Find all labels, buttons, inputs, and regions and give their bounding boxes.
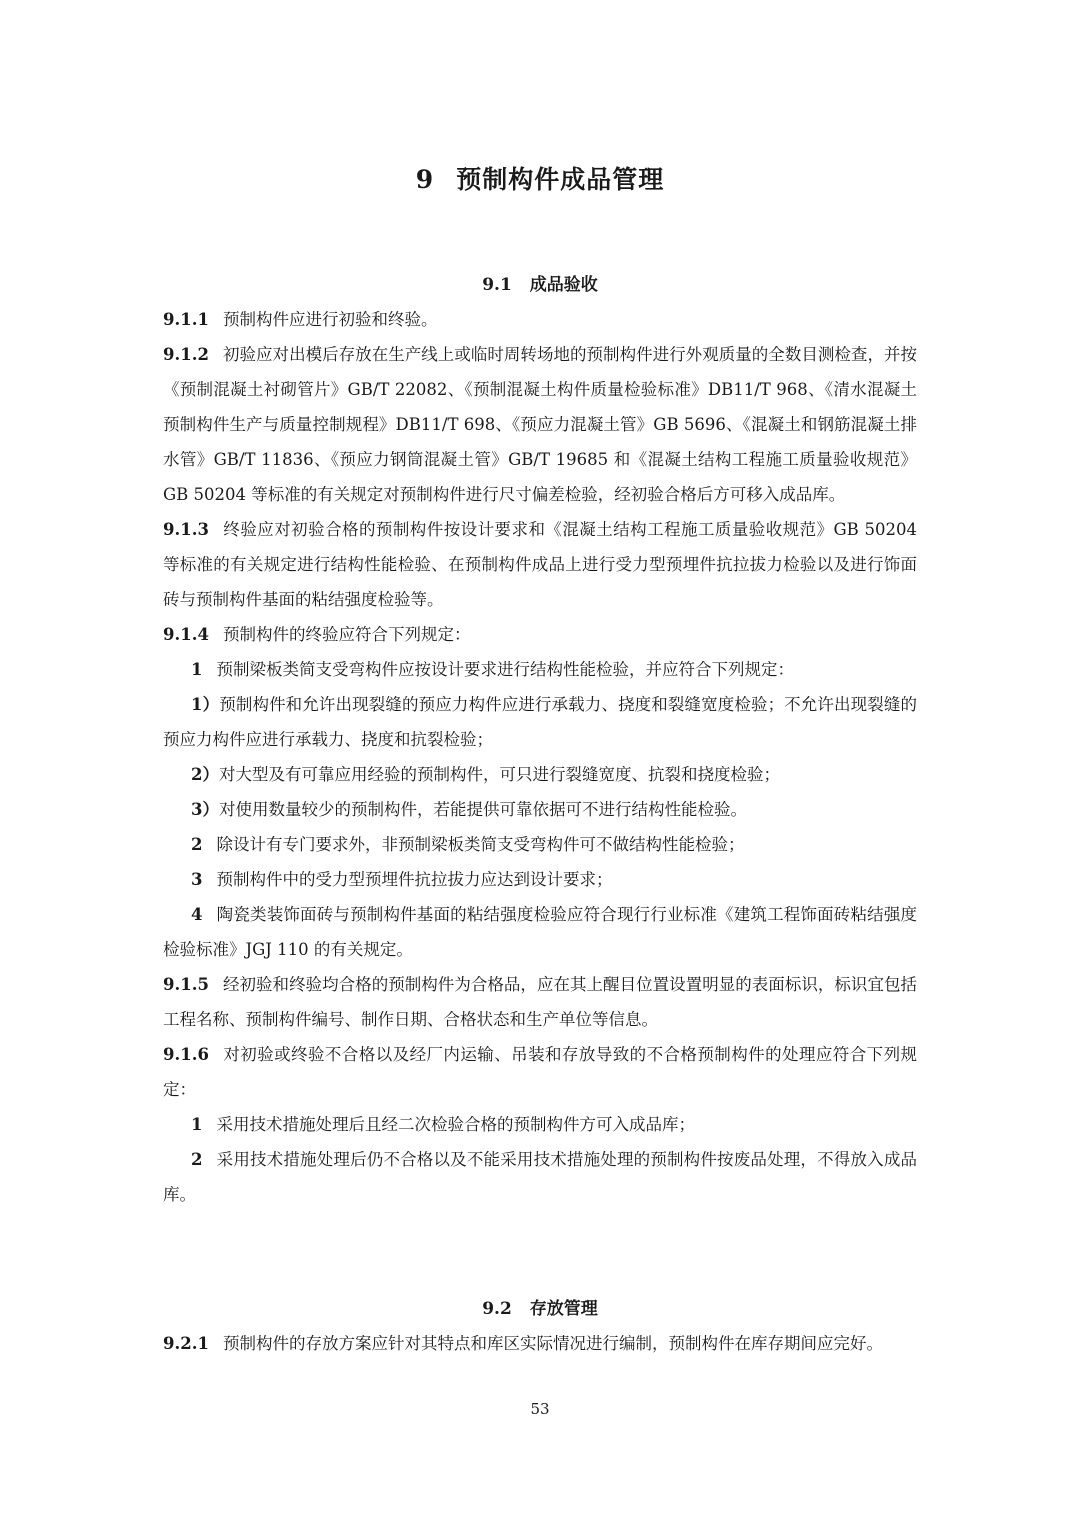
clause-9-1-4 [163, 617, 917, 652]
clause-text: 终验应对初验合格的预制构件按设计要求和《混凝土结构工程施工质量验收规范》GB 50204 等标准的有关规定进行结构性能检验、在预制构件成品上进行受力型预埋件抗拉拔力检验以及进行饰面砖与预制构件基面的粘结强度检验等。 [163, 520, 917, 609]
clause-number: 9.1.6 [163, 1045, 209, 1064]
clause-number: 9.1.5 [163, 975, 209, 994]
clause-text: 对初验或终验不合格以及经厂内运输、吊装和存放导致的不合格预制构件的处理应符合下列规定： [163, 1045, 917, 1099]
clause-9-1-5 [163, 967, 917, 1037]
sub-list-item [163, 757, 917, 792]
sub-item-text: 预制构件和允许出现裂缝的预应力构件应进行承载力、挠度和裂缝宽度检验；不允许出现裂缝的预应力构件应进行承载力、挠度和抗裂检验； [163, 695, 918, 749]
clause-number: 9.1.3 [163, 520, 209, 539]
section-number: 9.2 [482, 1299, 512, 1319]
sub-item-number: 2） [191, 765, 219, 784]
clause-9-2-1 [163, 1326, 917, 1361]
item-text: 预制梁板类简支受弯构件应按设计要求进行结构性能检验，并应符合下列规定： [216, 660, 794, 679]
clause-9-1-1 [163, 302, 917, 337]
section-body-9-1 [163, 302, 917, 1212]
item-number: 2 [191, 1150, 203, 1169]
page-number: 53 [530, 1400, 550, 1418]
sub-item-text: 对大型及有可靠应用经验的预制构件，可只进行裂缝宽度、抗裂和挠度检验； [218, 765, 780, 784]
chapter-title-text: 预制构件成品管理 [456, 165, 665, 194]
clause-number: 9.1.4 [163, 625, 209, 644]
sub-item-number: 3） [191, 800, 219, 819]
clause-text: 预制构件的存放方案应针对其特点和库区实际情况进行编制，预制构件在库存期间应完好。 [222, 1334, 883, 1353]
sub-list-item [163, 792, 917, 827]
clause-number: 9.1.2 [163, 345, 209, 364]
chapter-number: 9 [415, 165, 435, 194]
list-item [163, 862, 917, 897]
item-text: 采用技术措施处理后且经二次检验合格的预制构件方可入成品库； [216, 1115, 695, 1134]
clause-9-1-6 [163, 1037, 917, 1107]
section-number: 9.1 [482, 275, 512, 295]
list-item [163, 652, 917, 687]
sub-item-number: 1） [191, 695, 220, 714]
clause-text: 经初验和终验均合格的预制构件为合格品，应在其上醒目位置设置明显的表面标识，标识宜包括工程名称、预制构件编号、制作日期、合格状态和生产单位等信息。 [163, 975, 917, 1029]
clause-text: 预制构件的终验应符合下列规定： [222, 625, 471, 644]
item-number: 1 [191, 660, 203, 679]
list-item [163, 897, 917, 967]
item-number: 4 [191, 905, 203, 924]
clause-number: 9.2.1 [163, 1334, 209, 1353]
clause-number: 9.1.1 [163, 310, 209, 329]
sub-item-text: 对使用数量较少的预制构件，若能提供可靠依据可不进行结构性能检验。 [218, 800, 747, 819]
clause-9-1-2 [163, 337, 917, 512]
list-item [163, 1142, 917, 1212]
section-title-9-2 [0, 1294, 1080, 1319]
clause-9-1-3 [163, 512, 917, 617]
item-number: 1 [191, 1115, 203, 1134]
section-body-9-2 [163, 1326, 917, 1361]
sub-list-item [163, 687, 917, 757]
clause-text: 预制构件应进行初验和终验。 [222, 310, 438, 329]
item-text: 预制构件中的受力型预埋件抗拉拔力应达到设计要求； [216, 870, 613, 889]
section-title-9-1 [0, 270, 1080, 295]
section-title-text: 存放管理 [529, 1299, 598, 1319]
item-text: 采用技术措施处理后仍不合格以及不能采用技术措施处理的预制构件按废品处理，不得放入成品库。 [163, 1150, 917, 1204]
clause-text: 初验应对出模后存放在生产线上或临时周转场地的预制构件进行外观质量的全数目测检查，并按《预制混凝土衬砌管片》GB/T 22082、《预制混凝土构件质量检验标准》DB11/T 968、《清水混凝土预制构件生产与质量控制规程》DB11/T 698、《预应力混凝土管》GB 5696、《混凝土和钢筋混凝土排水管》GB/T 11836、《预应力钢筒混凝土管》GB/T 19685 和《混凝土结构工程施工质量验收规范》GB 50204 等标准的有关规定对预制构件进行尺寸偏差检验，经初验合格后方可移入成品库。 [163, 345, 917, 504]
list-item [163, 1107, 917, 1142]
section-title-text: 成品验收 [529, 275, 598, 295]
item-text: 除设计有专门要求外，非预制梁板类简支受弯构件可不做结构性能检验； [216, 835, 745, 854]
list-item [163, 827, 917, 862]
item-number: 2 [191, 835, 203, 854]
item-number: 3 [191, 870, 203, 889]
item-text: 陶瓷类装饰面砖与预制构件基面的粘结强度检验应符合现行行业标准《建筑工程饰面砖粘结强度检验标准》JGJ 110 的有关规定。 [163, 905, 917, 959]
chapter-title [0, 160, 1080, 196]
